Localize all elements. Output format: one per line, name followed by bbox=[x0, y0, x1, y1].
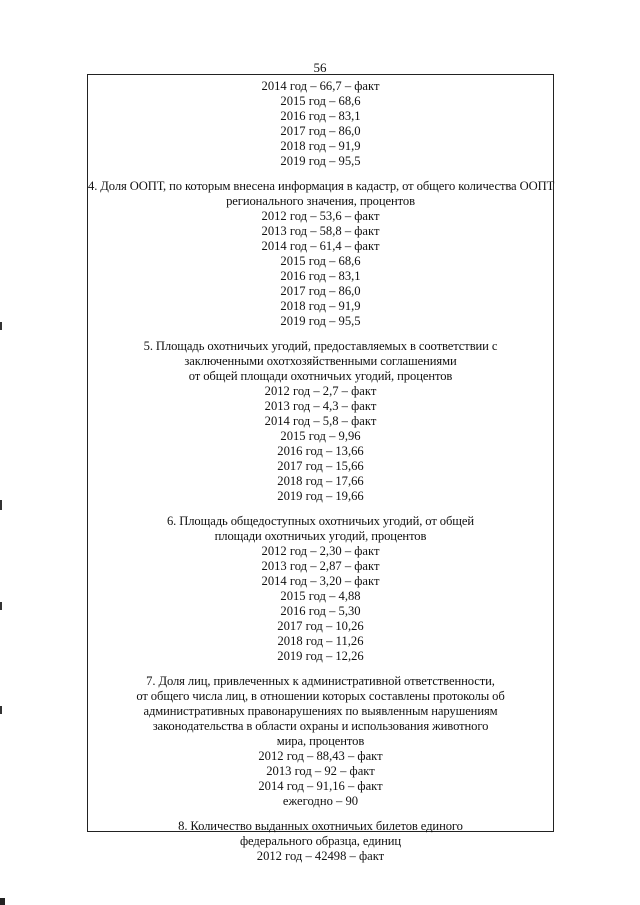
indicator-values bbox=[88, 209, 553, 329]
year-value-line: 2016 год – 83,1 bbox=[280, 269, 361, 283]
year-value-line: 2018 год – 91,9 bbox=[280, 299, 361, 313]
year-value-line: 2016 год – 83,1 bbox=[280, 109, 361, 123]
year-value-line: 2016 год – 13,66 bbox=[277, 444, 364, 458]
indicator-heading bbox=[88, 514, 553, 544]
scan-edge-mark bbox=[0, 500, 2, 510]
indicator-values bbox=[88, 749, 553, 809]
year-value-line: 2018 год – 91,9 bbox=[280, 139, 361, 153]
indicator-heading bbox=[88, 179, 553, 209]
heading-line: от общей площади охотничьих угодий, процентов bbox=[188, 369, 453, 383]
year-value-line: 2019 год – 95,5 bbox=[280, 154, 361, 168]
heading-line: мира, процентов bbox=[276, 734, 365, 748]
year-value-line: 2014 год – 91,16 – факт bbox=[258, 779, 383, 793]
indicator-section bbox=[88, 179, 553, 329]
indicator-values bbox=[88, 544, 553, 664]
indicator-heading bbox=[88, 339, 553, 384]
indicator-section bbox=[88, 339, 553, 504]
heading-line: от общего числа лиц, в отношении которых составлены протоколы об bbox=[136, 689, 505, 703]
page-number: 56 bbox=[313, 60, 327, 75]
indicator-values bbox=[88, 79, 553, 169]
heading-line: 7. Доля лиц, привлеченных к административной ответственности, bbox=[146, 674, 495, 688]
heading-line: 6. Площадь общедоступных охотничьих угодий, от общей bbox=[166, 514, 475, 528]
year-value-line: 2017 год – 86,0 bbox=[280, 124, 361, 138]
year-value-line: 2019 год – 12,26 bbox=[277, 649, 364, 663]
year-value-line: 2012 год – 2,30 – факт bbox=[261, 544, 380, 558]
year-value-line: 2013 год – 92 – факт bbox=[266, 764, 375, 778]
year-value-line: 2014 год – 61,4 – факт bbox=[261, 239, 380, 253]
year-value-line: 2013 год – 4,3 – факт bbox=[264, 399, 377, 413]
year-value-line: 2019 год – 95,5 bbox=[280, 314, 361, 328]
year-value-line: 2012 год – 53,6 – факт bbox=[261, 209, 380, 223]
year-value-line: 2015 год – 4,88 bbox=[280, 589, 361, 603]
scan-edge-mark bbox=[0, 706, 2, 714]
year-value-line: 2017 год – 86,0 bbox=[280, 284, 361, 298]
heading-line: 8. Количество выданных охотничьих билетов единого bbox=[178, 819, 463, 833]
year-value-line: 2013 год – 58,8 – факт bbox=[261, 224, 380, 238]
year-value-line: 2015 год – 68,6 bbox=[280, 254, 361, 268]
indicator-values bbox=[88, 849, 553, 864]
indicator-heading bbox=[88, 674, 553, 749]
year-value-line: 2017 год – 10,26 bbox=[277, 619, 364, 633]
year-value-line: 2014 год – 5,8 – факт bbox=[264, 414, 377, 428]
indicator-section bbox=[88, 674, 553, 809]
year-value-line: 2015 год – 68,6 bbox=[280, 94, 361, 108]
year-value-line: 2014 год – 66,7 – факт bbox=[261, 79, 380, 93]
indicator-values bbox=[88, 384, 553, 504]
year-value-line: 2015 год – 9,96 bbox=[280, 429, 361, 443]
scan-edge-mark bbox=[0, 322, 2, 330]
scan-corner-mark bbox=[0, 898, 5, 905]
indicator-section bbox=[88, 79, 553, 169]
year-value-line: 2018 год – 11,26 bbox=[277, 634, 364, 648]
heading-line: заключенными охотхозяйственными соглашениями bbox=[184, 354, 457, 368]
year-value-line: 2019 год – 19,66 bbox=[277, 489, 364, 503]
heading-line: площади охотничьих угодий, процентов bbox=[214, 529, 427, 543]
heading-line: административных правонарушениях по выявленным нарушениям bbox=[143, 704, 498, 718]
document-body bbox=[88, 79, 553, 864]
heading-line: 5. Площадь охотничьих угодий, предоставляемых в соответствии с bbox=[143, 339, 498, 353]
heading-line: федерального образца, единиц bbox=[239, 834, 402, 848]
year-value-line: 2017 год – 15,66 bbox=[277, 459, 364, 473]
indicator-section bbox=[88, 514, 553, 664]
year-value-line: 2014 год – 3,20 – факт bbox=[261, 574, 380, 588]
year-value-line: 2012 год – 42498 – факт bbox=[256, 849, 385, 863]
year-value-line: ежегодно – 90 bbox=[282, 794, 359, 808]
year-value-line: 2013 год – 2,87 – факт bbox=[261, 559, 380, 573]
scan-edge-mark bbox=[0, 602, 2, 610]
heading-line: регионального значения, процентов bbox=[226, 194, 415, 208]
heading-line: 4. Доля ООПТ, по которым внесена информация в кадастр, от общего количества ООПТ bbox=[88, 179, 555, 193]
indicator-heading bbox=[88, 819, 553, 849]
year-value-line: 2012 год – 2,7 – факт bbox=[264, 384, 377, 398]
year-value-line: 2016 год – 5,30 bbox=[280, 604, 361, 618]
year-value-line: 2018 год – 17,66 bbox=[277, 474, 364, 488]
heading-line: законодательства в области охраны и использования животного bbox=[152, 719, 489, 733]
indicator-section bbox=[88, 819, 553, 864]
year-value-line: 2012 год – 88,43 – факт bbox=[258, 749, 383, 763]
